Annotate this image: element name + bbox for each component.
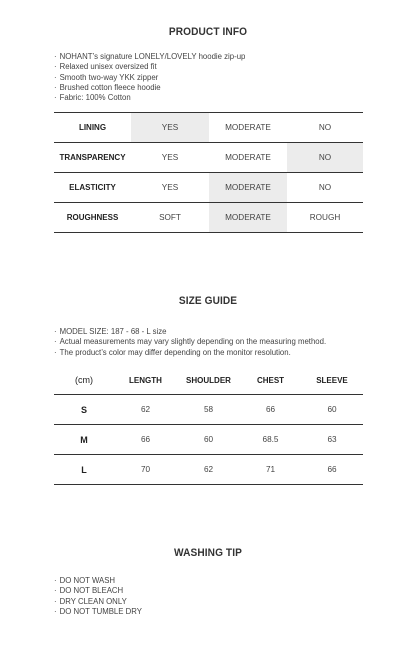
list-item: · Smooth two-way YKK zipper [54,73,245,83]
table-row [54,173,363,203]
washing-tip-bullets [54,576,142,617]
measurement-cell: 70 [114,455,177,485]
list-item: · Fabric: 100% Cotton [54,93,245,103]
measurement-cell: 58 [177,395,240,425]
attribute-option-selected: NO [287,143,363,173]
size-guide-table [54,366,363,485]
list-item: · DRY CLEAN ONLY [54,597,142,607]
column-header: SLEEVE [301,366,363,395]
measurement-cell: 66 [114,425,177,455]
attribute-option: MODERATE [209,143,287,173]
list-item: · Relaxed unisex oversized fit [54,62,245,72]
list-item: · The product’s color may differ depending on the monitor resolution. [54,348,326,358]
attribute-label-elasticity: ELASTICITY [54,173,131,203]
list-item: · NOHANT’s signature LONELY/LOVELY hoodie zip-up [54,52,245,62]
attribute-label-lining: LINING [54,113,131,143]
table-row [54,455,363,485]
size-guide-bullets [54,327,326,358]
column-header: LENGTH [114,366,177,395]
measurement-cell: 66 [240,395,301,425]
attribute-option: ROUGH [287,203,363,233]
measurement-cell: 62 [177,455,240,485]
attribute-option-selected: YES [131,113,209,143]
table-row [54,395,363,425]
size-label: M [54,425,114,455]
table-row [54,425,363,455]
table-row [54,143,363,173]
product-info-bullets [54,52,245,103]
measurement-cell: 71 [240,455,301,485]
measurement-cell: 63 [301,425,363,455]
column-header: CHEST [240,366,301,395]
product-info-title: PRODUCT INFO [168,26,248,38]
attribute-option: NO [287,113,363,143]
attribute-option-selected: MODERATE [209,203,287,233]
measurement-cell: 62 [114,395,177,425]
product-attributes-table [54,112,363,233]
column-header: SHOULDER [177,366,240,395]
measurement-cell: 66 [301,455,363,485]
size-guide-title: SIZE GUIDE [178,295,238,307]
list-item: · Brushed cotton fleece hoodie [54,83,245,93]
size-label: L [54,455,114,485]
table-row [54,113,363,143]
attribute-label-transparency: TRANSPARENCY [54,143,131,173]
measurement-cell: 68.5 [240,425,301,455]
attribute-option: NO [287,173,363,203]
measurement-cell: 60 [301,395,363,425]
size-label: S [54,395,114,425]
attribute-label-roughness: ROUGHNESS [54,203,131,233]
washing-tip-title: WASHING TIP [174,547,242,559]
table-row [54,203,363,233]
table-header-row [54,366,363,395]
column-header: (cm) [54,366,114,395]
list-item: · MODEL SIZE: 187 - 68 - L size [54,327,326,337]
attribute-option: YES [131,143,209,173]
list-item: · DO NOT BLEACH [54,586,142,596]
list-item: · DO NOT WASH [54,576,142,586]
measurement-cell: 60 [177,425,240,455]
attribute-option: MODERATE [209,113,287,143]
attribute-option-selected: MODERATE [209,173,287,203]
list-item: · Actual measurements may vary slightly depending on the measuring method. [54,337,326,347]
attribute-option: SOFT [131,203,209,233]
attribute-option: YES [131,173,209,203]
list-item: · DO NOT TUMBLE DRY [54,607,142,617]
